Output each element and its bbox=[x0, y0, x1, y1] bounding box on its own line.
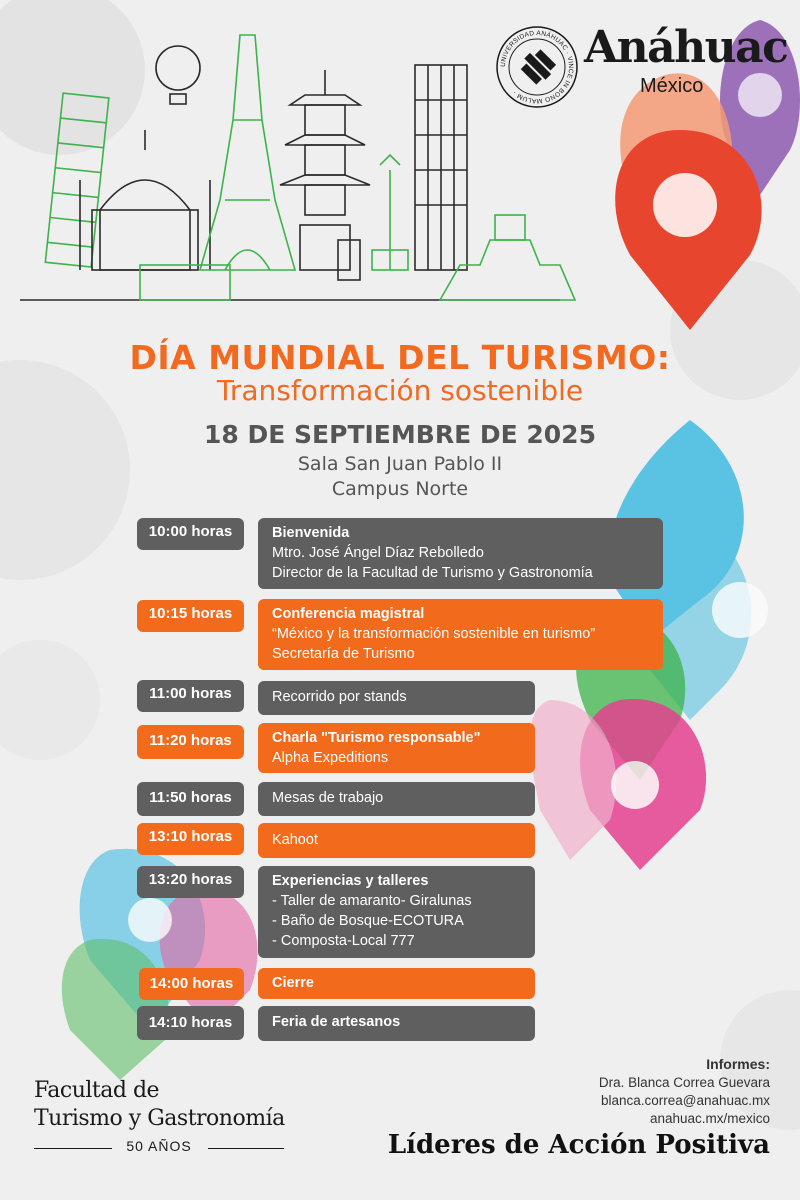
schedule-event bbox=[258, 1006, 535, 1041]
schedule-time: 14:10 horas bbox=[137, 1006, 244, 1040]
event-item-line: - Composta-Local 777 bbox=[272, 933, 415, 949]
event-item-title: Feria de artesanos bbox=[272, 1014, 401, 1030]
event-item-line: Mtro. José Ángel Díaz Rebolledo bbox=[272, 545, 484, 561]
schedule-time: 10:15 horas bbox=[137, 600, 244, 632]
slogan: Líderes de Acción Positiva bbox=[387, 1130, 770, 1160]
event-item-title: Conferencia magistral bbox=[272, 606, 425, 622]
event-item-line: - Baño de Bosque-ECOTURA bbox=[272, 913, 464, 929]
schedule-event bbox=[258, 823, 535, 858]
schedule-event bbox=[258, 599, 663, 670]
anniversary-label: 50 AÑOS bbox=[126, 1138, 192, 1154]
faculty-name-line-1: Facultad de bbox=[34, 1078, 160, 1103]
event-item-title: Charla "Turismo responsable" bbox=[272, 730, 481, 746]
schedule-time: 13:20 horas bbox=[137, 866, 244, 898]
schedule-time: 11:00 horas bbox=[137, 680, 244, 712]
event-item-line: Mesas de trabajo bbox=[272, 790, 384, 806]
schedule-time: 11:20 horas bbox=[137, 725, 244, 759]
event-date: 18 DE SEPTIEMBRE DE 2025 bbox=[204, 420, 596, 449]
seal-text: UNIVERSIDAD ANÁHUAC · VINCE IN BONO MALUM · bbox=[499, 29, 575, 105]
contact-website[interactable]: anahuac.mx/mexico bbox=[649, 1111, 770, 1126]
event-item-line: - Taller de amaranto- Giralunas bbox=[272, 893, 472, 909]
schedule-event bbox=[258, 968, 535, 999]
info-heading: Informes: bbox=[706, 1056, 770, 1072]
schedule-event bbox=[258, 866, 535, 958]
brand-campus: México bbox=[640, 75, 704, 97]
contact-name: Dra. Blanca Correa Guevara bbox=[598, 1075, 770, 1090]
event-item-title: Experiencias y talleres bbox=[272, 873, 429, 889]
event-venue bbox=[0, 452, 800, 502]
schedule-event bbox=[258, 782, 535, 816]
schedule-event bbox=[258, 723, 535, 773]
schedule-event bbox=[258, 681, 535, 715]
venue-line-1: Sala San Juan Pablo II bbox=[297, 453, 503, 475]
schedule-event bbox=[258, 518, 663, 589]
event-subtitle: Transformación sostenible bbox=[216, 374, 584, 407]
schedule-time: 11:50 horas bbox=[137, 782, 244, 816]
event-item-line: Kahoot bbox=[272, 832, 318, 848]
event-item-line: Director de la Facultad de Turismo y Gastronomía bbox=[272, 565, 593, 581]
event-item-title: Cierre bbox=[272, 975, 314, 991]
event-item-line: “México y la transformación sostenible en turismo” bbox=[272, 626, 596, 642]
schedule-time: 13:10 horas bbox=[137, 823, 244, 855]
schedule-time: 10:00 horas bbox=[137, 518, 244, 550]
event-item-title: Bienvenida bbox=[272, 525, 350, 541]
event-item-line: Secretaría de Turismo bbox=[272, 646, 415, 662]
contact-email[interactable]: blanca.correa@anahuac.mx bbox=[600, 1093, 770, 1108]
anahuac-seal-logo bbox=[494, 24, 580, 110]
event-title: DÍA MUNDIAL DEL TURISMO: bbox=[129, 338, 671, 377]
event-item-line: Alpha Expeditions bbox=[272, 750, 389, 766]
event-item-line: Recorrido por stands bbox=[272, 689, 407, 705]
pin-magenta-icon bbox=[530, 699, 706, 870]
faculty-name-line-2: Turismo y Gastronomía bbox=[34, 1106, 285, 1131]
schedule-time: 14:00 horas bbox=[139, 968, 244, 1000]
brand-name: Anáhuac bbox=[584, 22, 788, 73]
venue-line-2: Campus Norte bbox=[331, 478, 469, 500]
